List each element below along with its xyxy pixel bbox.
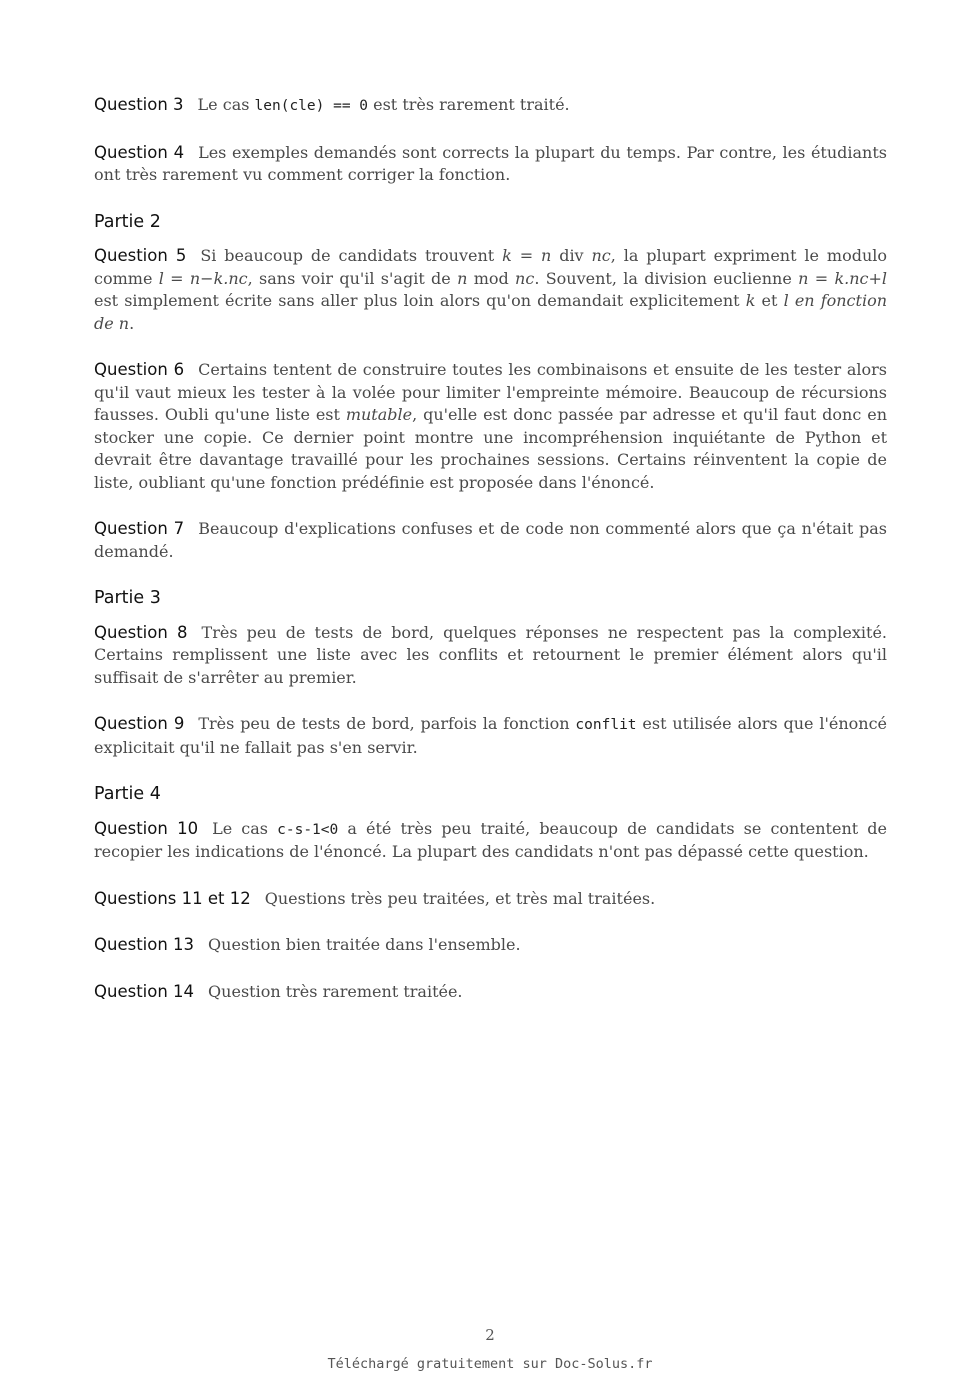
code-snippet: c-s-1<0 xyxy=(277,821,339,838)
question-label: Question 6 xyxy=(94,360,185,379)
math: k xyxy=(502,246,512,265)
question-label: Question 10 xyxy=(94,818,199,838)
question-7-block xyxy=(94,518,887,563)
text: Si beaucoup de candidats trouvent xyxy=(200,246,503,265)
page-number: 2 xyxy=(485,1326,495,1344)
math: l xyxy=(881,268,888,288)
question-label: Question 13 xyxy=(94,935,195,954)
text: . Souvent, la division euclienne xyxy=(534,268,799,288)
question-8-block xyxy=(94,622,887,690)
text: , la plupart expriment le modulo comme xyxy=(94,246,888,288)
text: a été très peu traité, beaucoup de candidats se contentent de recopier les indications de l'énoncé. La plupart des candidats n'ont pas dépassé cette question. xyxy=(94,818,888,861)
part-heading: Partie 3 xyxy=(94,588,161,608)
math: en fonction de n xyxy=(94,291,888,333)
math: n xyxy=(457,268,468,288)
text: Les exemples demandés sont corrects la plupart du temps. Par contre, les étudiants ont très rarement vu comment corriger la fonction. xyxy=(94,142,888,184)
question-label: Question 14 xyxy=(94,981,195,1001)
text: Très peu de tests de bord, parfois la fonction xyxy=(198,714,576,733)
question-label: Question 4 xyxy=(94,142,185,162)
math: k.nc xyxy=(213,268,248,288)
question-10-block xyxy=(94,818,887,864)
math: k.nc xyxy=(834,268,869,288)
text: div xyxy=(551,246,592,265)
question-label: Question 5 xyxy=(94,246,187,265)
text: Question bien traitée dans l'ensemble. xyxy=(208,935,521,954)
text: = xyxy=(511,246,541,265)
text: = xyxy=(163,268,190,288)
text: mod xyxy=(467,268,516,288)
text: est utilisée alors que l'énoncé explicitait qu'il ne fallait pas s'en servir. xyxy=(94,714,888,757)
question-label: Question 8 xyxy=(94,622,188,642)
text: − xyxy=(200,268,214,288)
question-5-block xyxy=(94,245,887,335)
text: . xyxy=(129,313,135,333)
question-label: Question 7 xyxy=(94,519,185,538)
text: est simplement écrite sans aller plus loin alors qu'on demandait explicitement xyxy=(94,291,746,310)
question-3-block xyxy=(94,94,887,118)
question-label: Question 9 xyxy=(94,714,185,733)
footer-note: Téléchargé gratuitement sur Doc-Solus.fr xyxy=(327,1356,653,1372)
math: n xyxy=(798,268,809,288)
text: Questions très peu traitées, et très mal traitées. xyxy=(264,888,656,908)
math: n xyxy=(541,246,552,265)
question-label: Question 3 xyxy=(94,95,184,114)
text: est très rarement traité. xyxy=(368,95,570,114)
math: nc xyxy=(515,268,535,288)
math: nc xyxy=(591,246,611,265)
text: Question très rarement traitée. xyxy=(208,981,463,1001)
question-11-12-block xyxy=(94,888,887,911)
text: Le cas xyxy=(212,818,278,838)
question-13-block xyxy=(94,934,887,957)
question-9-block xyxy=(94,713,887,759)
report-body xyxy=(94,94,887,1027)
part-heading: Partie 2 xyxy=(94,211,161,232)
math: l xyxy=(783,291,789,310)
code-snippet: len(cle) == 0 xyxy=(254,98,369,114)
text: Beaucoup d'explications confuses et de code non commenté alors que ça n'était pas demandé. xyxy=(94,519,888,561)
math: l xyxy=(158,268,164,288)
text: , qu'elle est donc passée par adresse et qu'il faut donc en stocker une copie. Ce dernier point montre une incompréhension inquiétante de Python et devrait être davantage travaillé pour les prochaines sessions. Certains réinventent la copie de liste, oubliant qu'une fonction prédéfinie est proposée dans l'énoncé. xyxy=(94,405,887,492)
question-6-block xyxy=(94,359,887,494)
text: + xyxy=(868,268,882,288)
text: et xyxy=(755,291,784,310)
text: , sans voir qu'il s'agit de xyxy=(247,268,458,288)
code-snippet: conflit xyxy=(575,717,637,733)
question-4-block xyxy=(94,142,887,187)
text: Le cas xyxy=(197,95,255,114)
emphasis: mutable xyxy=(345,405,413,424)
part-heading: Partie 4 xyxy=(94,784,161,804)
question-label: Questions 11 et 12 xyxy=(94,888,251,908)
math: k xyxy=(745,291,756,310)
math: n xyxy=(189,268,201,288)
text: Certains tentent de construire toutes les combinaisons et ensuite de les tester alors qu'il vaut mieux les tester à la volée pour limiter l'empreinte mémoire. Beaucoup de récursions fausses. Oubli qu'une liste est xyxy=(94,360,887,424)
text: = xyxy=(808,268,835,288)
text: Très peu de tests de bord, quelques réponses ne respectent pas la complexité. Certains remplissent une liste avec les conflits et retournent le premier élément alors qu'il suffisait de s'arrêter au premier. xyxy=(94,622,887,687)
question-14-block xyxy=(94,981,887,1004)
